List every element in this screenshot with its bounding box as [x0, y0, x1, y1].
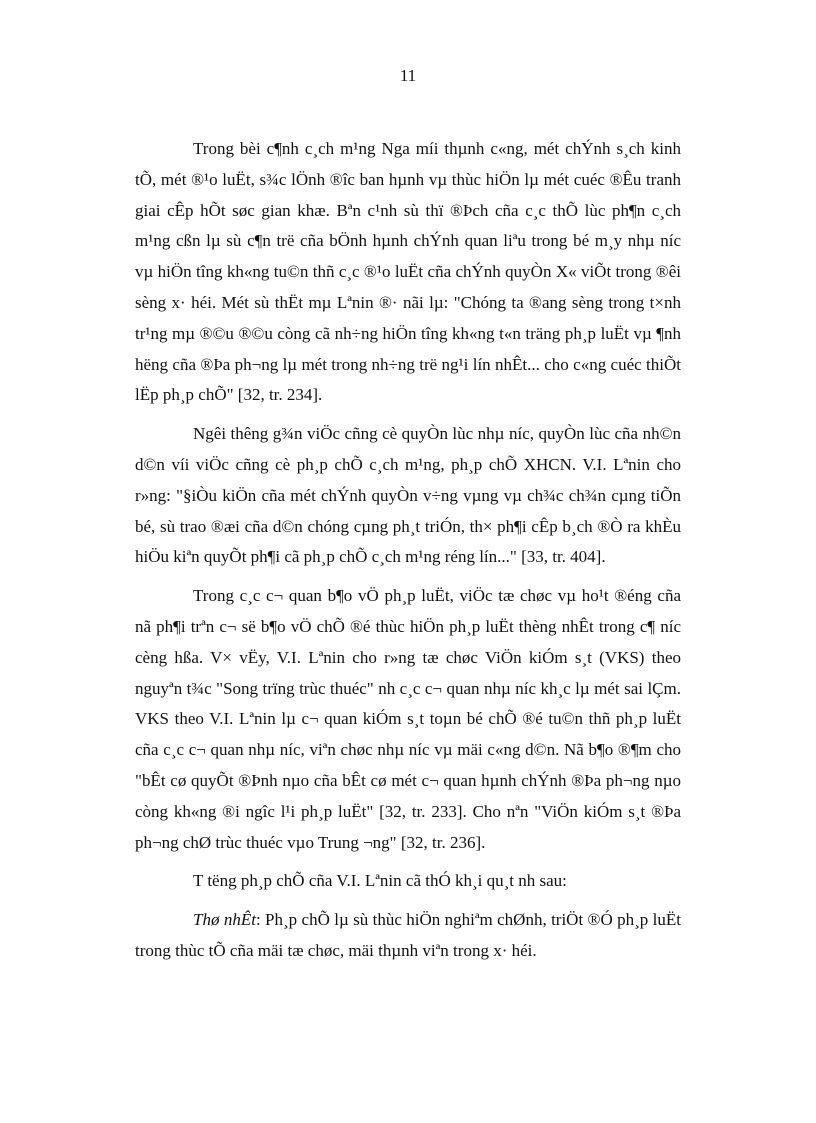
- paragraph-2: Ngêi thêng g¾n viÖc cñng cè quyÒn lùc nhµ níc, quyÒn lùc cña nh©n d©n víi viÖc cñng cè ph¸p chÕ c¸ch m¹ng, ph¸p chÕ XHCN. V.I. Lªnin cho r»ng: "§iÒu kiÖn cña mét chÝnh quyÒn v÷ng vµng vµ ch¾c ch¾n cµng tiÕn bé, sù trao ®æi cña d©n chóng cµng ph¸t triÓn, th× ph¶i cÊp b¸ch ®Ò ra khÈu hiÖu kiªn quyÕt ph¶i cã ph¸p chÕ c¸ch m¹ng réng lín..." [33, tr. 404].: [135, 424, 681, 567]
- page-number: 11: [399, 66, 417, 85]
- document-body: [135, 134, 681, 975]
- paragraph-5-lead: Thø nhÊt: [193, 910, 256, 930]
- paragraph-1: Trong bèi c¶nh c¸ch m¹ng Nga míi thµnh c«ng, mét chÝnh s¸ch kinh tÕ, mét ®¹o luËt, s¾c lÖnh ®îc ban hµnh vµ thùc hiÖn lµ mét cuéc ®Êu tranh giai cÊp hÕt søc gian khæ. Bªn c¹nh sù thï ®Þch cña c¸c thÕ lùc ph¶n c¸ch m¹ng cßn lµ sù c¶n trë cña bÖnh hµnh chÝnh quan liªu trong bé m¸y nhµ níc vµ hiÖn tîng kh«ng tu©n thñ c¸c ®¹o luËt cña chÝnh quyÒn X« viÕt trong ®êi sèng x· héi. Mét sù thËt mµ Lªnin ®· nãi lµ: "Chóng ta ®ang sèng trong t×nh tr¹ng mµ ®©u ®©u còng cã nh÷ng hiÖn tîng kh«ng t«n träng ph¸p luËt vµ ¶nh hëng cña ®Þa ph¬ng lµ mét trong nh÷ng trë ng¹i lín nhÊt... cho c«ng cuéc thiÕt lËp ph¸p chÕ" [32, tr. 234].: [135, 139, 681, 405]
- paragraph-5: [135, 905, 681, 967]
- paragraph-3: Trong c¸c c¬ quan b¶o vÖ ph¸p luËt, viÖc tæ chøc vµ ho¹t ®éng cña nã ph¶i trªn c¬ së b¶o vÖ chÕ ®é thùc hiÖn ph¸p luËt thèng nhÊt trong c¶ níc cèng hßa. V× vËy, V.I. Lªnin cho r»ng tæ chøc ViÖn kiÓm s¸t (VKS) theo nguyªn t¾c "Song trïng trùc thuéc" nh c¸c c¬ quan nhµ níc kh¸c lµ mét sai lÇm. VKS theo V.I. Lªnin lµ c¬ quan kiÓm s¸t toµn bé chÕ ®é tu©n thñ ph¸p luËt cña c¸c c¬ quan nhµ níc, viªn chøc nhµ níc vµ mäi c«ng d©n. Nã b¶o ®¶m cho "bÊt cø quyÕt ®Þnh nµo cña bÊt cø mét c¬ quan hµnh chÝnh ®Þa ph¬ng nµo còng kh«ng ®i ngîc l¹i ph¸p luËt" [32, tr. 233]. Cho nªn "ViÖn kiÓm s¸t ®Þa ph¬ng chØ trùc thuéc vµo Trung ¬ng" [32, tr. 236].: [135, 586, 681, 852]
- paragraph-5-text: : Ph¸p chÕ lµ sù thùc hiÖn nghiªm chØnh, triÖt ®Ó ph¸p luËt trong thùc tÕ cña mäi tæ chøc, mäi thµnh viªn trong x· héi.: [135, 910, 681, 960]
- paragraph-4: T tëng ph¸p chÕ cña V.I. Lªnin cã thÓ kh¸i qu¸t nh sau:: [193, 871, 567, 891]
